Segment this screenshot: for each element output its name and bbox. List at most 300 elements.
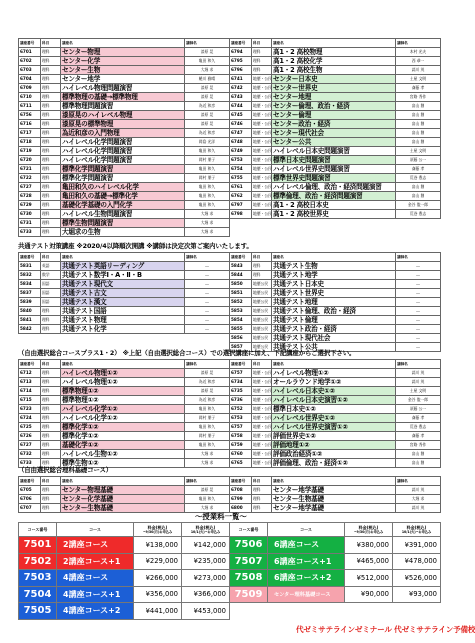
course-category: 地歴公民 [252,307,272,316]
course-code: 6732 [19,450,41,459]
course-name: 共通テスト政治・経済 [272,325,396,334]
course-code: 6757 [230,423,252,432]
course-code: 5850 [230,280,252,289]
table-row [230,66,441,75]
table-row [19,210,230,219]
course-category: 理科 [41,66,61,75]
fee-list-title: ～授業料一覧～ [195,512,247,521]
table-header-row [19,360,230,369]
course-code: 5853 [230,307,252,316]
table-header-row [19,253,230,262]
table-row [19,219,230,228]
table-row [19,280,230,289]
fee-header-code: コース番号 [19,523,57,537]
table-row [230,192,441,201]
table-row [230,165,441,174]
course-category: 理科 [41,192,61,201]
course-name: 評価世界史①② [272,432,396,441]
table-row [230,432,441,441]
course-code: 6798 [230,210,252,219]
course-code: 6723 [19,405,41,414]
fee-header-price-label: 料金(税込) [358,524,379,530]
table-row [19,414,230,423]
course-category: 理科 [41,486,61,495]
fee-header-price-sub: ~9/30(月)お申込み [142,529,173,534]
course-name: センター生物基礎 [272,495,396,504]
course-category: 理科 [252,57,272,66]
table-row [230,138,441,147]
course-category: 理科 [252,495,272,504]
header-code: 講座番号 [19,253,41,262]
table-row [19,156,230,165]
course-name: センター地学 [61,75,185,84]
course-category: 地歴・公民 [252,93,272,102]
course-code: 6747 [230,129,252,138]
course-name: 共通テスト世界史 [272,289,396,298]
course-category: 地歴・公民 [252,387,272,396]
teacher-name: 土屋 文明 [396,147,441,156]
course-name: 共通テスト倫理、政治・経済 [272,307,396,316]
table-row [19,441,230,450]
teacher-name: 土屋 文明 [396,75,441,84]
teacher-name: 亀田 和久 [185,201,230,210]
course-category: 数学 [41,271,61,280]
course-name: 高1・2 高校化学 [272,57,396,66]
teacher-name: 畠山 創 [396,120,441,129]
course-code: 5843 [230,262,252,271]
course-code: 6761 [230,183,252,192]
course-category: 国語 [41,298,61,307]
course-category: 地歴・公民 [252,111,272,120]
teacher-name: 畠山 創 [396,183,441,192]
course-category: 理科 [41,396,61,405]
teacher-name: ― [396,289,441,298]
course-name: センター現代社会 [272,129,396,138]
course-name: ハイレベル化学問題演習 [61,156,185,165]
teacher-name: 大堀 求 [185,228,230,237]
course-code: 6706 [19,495,41,504]
table-row [230,183,441,192]
teacher-name: 岡村 朋子 [185,174,230,183]
teacher-name: 大堀 求 [185,459,230,468]
table-row [19,183,230,192]
table-row [230,289,441,298]
course-name: 標準化学問題演習 [61,174,185,183]
table-row [230,174,441,183]
fee-header-price2 [393,523,441,537]
table-row [230,307,441,316]
teacher-name: 亀田 和久 [185,405,230,414]
course-name: 標準物理①② [61,387,185,396]
course-name: 標準世界史問題演習 [272,174,396,183]
table-row [230,75,441,84]
teacher-name: 亀田 和久 [185,423,230,432]
fee-price-early: ¥441,000 [134,603,182,620]
course-name: ハイレベル日本史演習①② [272,396,396,405]
fee-price-late: ¥478,000 [393,553,441,570]
course-category: 理科 [41,459,61,468]
common-test-table-right [229,252,441,352]
course-code: 6757 [230,369,252,378]
course-name: 共通テスト地学 [272,271,396,280]
fee-header-price1 [345,523,393,537]
fee-header-code: コース番号 [230,523,268,537]
fee-header-course: コース [57,523,134,537]
fee-course-code: 7506 [230,537,268,554]
teacher-name: 亀田 和久 [185,192,230,201]
course-code: 6800 [230,504,252,513]
course-name: センター公共 [272,138,396,147]
course-category: 地歴・公民 [252,396,272,405]
table-row [230,102,441,111]
fee-course-name: 6講座コース+1 [268,553,345,570]
table-header-row [230,39,441,48]
course-category: 地歴公民 [252,289,272,298]
course-category: 理科 [252,262,272,271]
course-name: ハイレベル世界史①② [272,414,396,423]
course-code: 6762 [230,192,252,201]
teacher-name: ― [185,307,230,316]
fee-price-late: ¥526,000 [393,570,441,587]
course-code: 6759 [230,441,252,450]
header-code: 講座番号 [230,477,252,486]
course-code: 5831 [19,262,41,271]
course-category: 地歴・公民 [252,102,272,111]
teacher-name: 大堀 求 [185,66,230,75]
teacher-name: 斎藤 孝 [396,165,441,174]
header-code: 講座番号 [19,39,41,48]
course-category: 地歴・公民 [252,369,272,378]
teacher-name: 畠山 創 [396,459,441,468]
science-basic-table-right [229,476,441,513]
course-name: 共通テスト地理 [272,298,396,307]
course-category: 理科 [41,102,61,111]
course-category: 理科 [41,120,61,129]
header-category: 科目 [252,360,272,369]
course-name: センター物理基礎 [61,486,185,495]
fee-price-early: ¥356,000 [134,586,182,603]
course-category: 理科 [41,369,61,378]
course-category: 地歴・公民 [252,210,272,219]
course-code: 6746 [230,120,252,129]
course-category: 地歴・公民 [252,156,272,165]
course-name: 標準物理の基礎→標準物理 [61,93,185,102]
course-category: 理科 [252,66,272,75]
teacher-name: 亀田 和久 [185,147,230,156]
course-category: 理科 [41,210,61,219]
course-category: 地歴・公民 [252,75,272,84]
course-name: 共通テスト物理 [61,316,185,325]
course-category: 理科 [41,84,61,93]
science-basic-table-left [18,476,230,513]
table-row [19,192,230,201]
teacher-name: 蒜川 茂 [396,378,441,387]
course-code: 6728 [19,192,41,201]
course-code: 6715 [19,396,41,405]
fee-row [230,537,441,554]
teacher-name: 畠山 創 [396,129,441,138]
header-name: 講座名 [61,39,185,48]
header-category: 科目 [41,360,61,369]
course-code: 6709 [19,84,41,93]
course-code: 6754 [230,165,252,174]
teacher-name: 蒜川 茂 [396,369,441,378]
course-category: 地歴公民 [252,325,272,334]
table-row [19,93,230,102]
course-category: 理科 [41,441,61,450]
course-code: 6731 [19,219,41,228]
course-code: 6725 [19,423,41,432]
course-name: 評価地理①② [272,441,396,450]
course-code: 6733 [19,459,41,468]
table-row [19,271,230,280]
table-row [230,298,441,307]
table-row [230,414,441,423]
course-category: 理科 [41,129,61,138]
fee-header-price-label: 料金(税込) [406,524,427,530]
free-select-plus-table-left [18,359,230,468]
fee-row [19,603,230,620]
table-header-row [230,253,441,262]
course-name: 標準倫理、政治・経済問題演習 [272,192,396,201]
course-code: 6743 [230,93,252,102]
course-name: 標準化学問題演習 [61,165,185,174]
table-row [19,57,230,66]
table-row [19,138,230,147]
course-code: 6718 [19,138,41,147]
course-name: ハイレベル世界史演習①② [272,423,396,432]
school-logo: 代ゼミサテラインゼミナール 代ゼミサテライン予備校 [296,625,475,634]
course-code: 6726 [19,432,41,441]
header-code: 講座番号 [230,39,252,48]
teacher-name: 亀田 和久 [185,183,230,192]
fee-price-late: ¥453,000 [182,603,230,620]
course-code: 6733 [19,228,41,237]
course-category: 地歴・公民 [252,378,272,387]
course-code: 5834 [19,280,41,289]
table-row [230,441,441,450]
course-category: 国語 [41,280,61,289]
teacher-name: 岡村 朋子 [185,414,230,423]
course-code: 5844 [230,271,252,280]
fee-header-price-label: 料金(税込) [195,524,216,530]
teacher-name: ― [396,271,441,280]
teacher-name: 岡村 朋子 [185,432,230,441]
teacher-name: 蒜川 茂 [396,66,441,75]
table-row [230,334,441,343]
teacher-name: 漆原 晃 [185,93,230,102]
course-name: 共通テスト現代文 [61,280,185,289]
fee-price-early: ¥90,000 [345,586,393,603]
table-row [19,102,230,111]
table-row [230,93,441,102]
table-header-row [19,39,230,48]
course-name: ハイレベル世界史問題演習 [272,165,396,174]
course-category: 地歴公民 [252,280,272,289]
teacher-name: ― [185,316,230,325]
teacher-name: ― [185,325,230,334]
teacher-name: 宮路 秀作 [396,441,441,450]
course-name: ハイレベル日本史①② [272,387,396,396]
course-category: 地歴・公民 [252,147,272,156]
course-category: 地歴・公民 [252,441,272,450]
header-category: 科目 [41,253,61,262]
course-name: ハイレベル日本史問題演習 [272,147,396,156]
table-row [19,307,230,316]
fee-row [19,537,230,554]
teacher-name: ― [185,271,230,280]
course-category: 地歴公民 [252,334,272,343]
header-name: 講座名 [272,253,396,262]
course-code: 6748 [230,138,252,147]
table-row [19,298,230,307]
teacher-name: 蒜川 茂 [396,504,441,513]
course-name: 評価倫理、政治・経済①② [272,459,396,468]
fee-course-code: 7508 [230,570,268,587]
course-name: ハイレベル物理①② [61,369,185,378]
table-header-row [230,477,441,486]
science-basic-section-title: （自由選択総合理科基礎コース） [18,466,113,474]
teacher-name: 宮路 秀作 [396,93,441,102]
header-teacher: 講師名 [396,253,441,262]
fee-row [230,570,441,587]
fee-course-code: 7504 [19,586,57,603]
fee-header-row [19,523,230,537]
course-code: 6799 [230,495,252,504]
course-code: 6722 [19,174,41,183]
course-category: 理科 [41,111,61,120]
course-code: 6758 [230,432,252,441]
fee-price-early: ¥380,000 [345,537,393,554]
course-code: 6765 [230,459,252,468]
course-code: 6734 [230,378,252,387]
table-row [19,405,230,414]
course-category: 地歴・公民 [252,138,272,147]
teacher-name: 畠山 創 [396,192,441,201]
course-code: 6794 [230,48,252,57]
course-name: センター化学基礎 [61,495,185,504]
teacher-name: ― [396,307,441,316]
course-name: 亀田和久の基礎→標準化学 [61,192,185,201]
table-row [230,504,441,513]
fee-course-name: 6講座コース [268,537,345,554]
teacher-name: 畠山 創 [396,102,441,111]
course-category: 理科 [41,450,61,459]
course-code: 5840 [19,307,41,316]
course-code: 6703 [19,66,41,75]
course-name: 共通テスト英語リーディング [61,262,185,271]
teacher-name: 斎藤 孝 [396,432,441,441]
teacher-name: 金谷 俊一郎 [396,201,441,210]
course-code: 5851 [230,289,252,298]
fee-price-early: ¥512,000 [345,570,393,587]
course-category: 理科 [41,147,61,156]
teacher-name: ― [396,325,441,334]
table-row [19,432,230,441]
table-row [19,378,230,387]
course-code: 6796 [230,66,252,75]
course-category: 地歴・公民 [252,120,272,129]
teacher-name: 西 恭一 [396,57,441,66]
course-category: 国語 [41,289,61,298]
header-name: 講座名 [272,39,396,48]
teacher-name: 畠山 創 [396,138,441,147]
teacher-name: 斎藤 孝 [396,414,441,423]
course-code: 5832 [19,271,41,280]
course-code: 6729 [19,201,41,210]
table-row [230,156,441,165]
header-teacher: 講師名 [185,477,230,486]
course-name: ハイレベル倫理、政治・経済問題演習 [272,183,396,192]
course-code: 5855 [230,325,252,334]
table-row [19,228,230,237]
table-row [230,459,441,468]
header-teacher: 講師名 [185,360,230,369]
fee-price-late: ¥366,000 [182,586,230,603]
course-category: 地歴・公民 [252,414,272,423]
teacher-name: 亀田 和久 [185,165,230,174]
course-category: 地歴・公民 [252,432,272,441]
fee-course-name: 2講座コース+1 [57,553,134,570]
course-category: 理科 [41,75,61,84]
table-row [19,387,230,396]
table-row [19,450,230,459]
course-code: 6721 [19,165,41,174]
course-name: センター日本史 [272,75,396,84]
teacher-name: 亀田 和久 [185,495,230,504]
table-row [19,262,230,271]
course-code: 6707 [19,504,41,513]
teacher-name: 大堀 求 [185,504,230,513]
course-category: 理科 [41,325,61,334]
course-code: 5841 [19,316,41,325]
course-code: 6735 [230,387,252,396]
table-header-row [19,477,230,486]
fee-price-early: ¥138,000 [134,537,182,554]
header-name: 講座名 [61,360,185,369]
teacher-name: 畠山 創 [396,111,441,120]
header-category: 科目 [252,477,272,486]
course-name: ハイレベル生物問題演習 [61,210,185,219]
teacher-name: 岡島 光洋 [185,138,230,147]
table-row [230,495,441,504]
header-name: 講座名 [272,360,396,369]
course-code: 6708 [230,486,252,495]
course-name: 基礎化学①② [61,441,185,450]
course-name: センター物理 [61,48,185,57]
course-category: 理科 [41,414,61,423]
course-name: 共通テスト古文 [61,289,185,298]
table-row [230,147,441,156]
fee-price-early: ¥266,000 [134,570,182,587]
course-name: 漆原晃の標準物理 [61,120,185,129]
header-teacher: 講師名 [396,360,441,369]
course-code: 6749 [230,147,252,156]
course-category: 理科 [41,387,61,396]
course-name: 共通テスト漢文 [61,298,185,307]
course-name: 共通テスト生物 [272,262,396,271]
course-code: 5856 [230,334,252,343]
table-row [230,210,441,219]
course-category: 地歴・公民 [252,201,272,210]
fee-course-code: 7502 [19,553,57,570]
course-name: 標準生物問題演習 [61,219,185,228]
teacher-name: 大堀 求 [185,210,230,219]
course-name: 高1・2 高校世界史 [272,210,396,219]
header-teacher: 講師名 [396,477,441,486]
course-code: 6711 [19,102,41,111]
fee-header-row [230,523,441,537]
